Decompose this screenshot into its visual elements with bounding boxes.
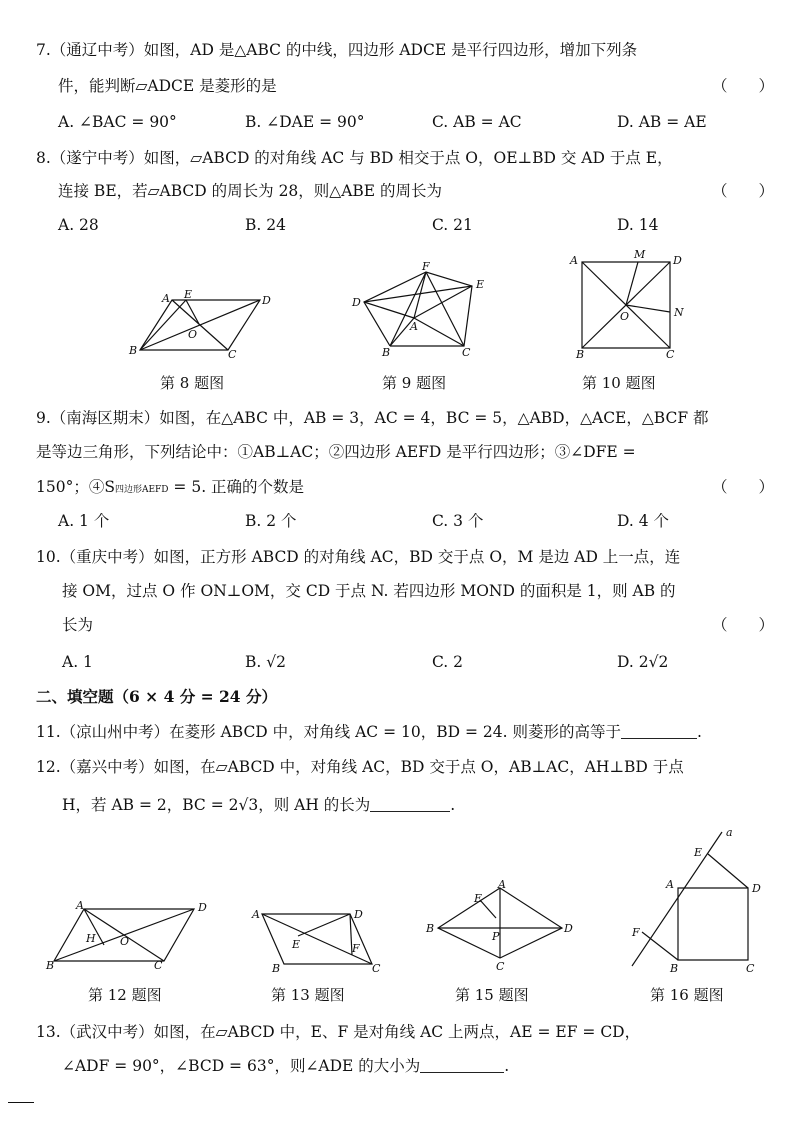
q12-line-1: 12.（嘉兴中考）如图，在▱ABCD 中，对角线 AC，BD 交于点 O，AB⊥AC，AH⊥BD 于点 xyxy=(36,758,684,776)
q9-line-3-sub: 四边形AEFD xyxy=(114,485,169,495)
fig16-label-a: A xyxy=(666,878,674,891)
fig8-label-b: B xyxy=(129,344,138,357)
fig9-label-f: F xyxy=(422,260,430,273)
q10-answer-paren: （ ） xyxy=(712,616,775,634)
q8-line-2: 连接 BE，若▱ABCD 的周长为 28，则△ABE 的周长为 xyxy=(58,182,443,200)
q8-option-c: C. 21 xyxy=(432,216,473,234)
q7-answer-paren: （ ） xyxy=(712,77,775,95)
caption-fig-15: 第 15 题图 xyxy=(455,986,529,1004)
fig13-label-a: A xyxy=(252,908,260,921)
fig15-label-p: P xyxy=(492,930,500,943)
fig16-label-f: F xyxy=(632,926,640,939)
q9-option-b: B. 2 个 xyxy=(245,512,297,530)
fig16-label-e: E xyxy=(694,846,703,859)
fig12-label-d: D xyxy=(198,901,207,914)
q10-line-1: 10.（重庆中考）如图，正方形 ABCD 的对角线 AC，BD 交于点 O，M 是边 AD 上一点，连 xyxy=(36,548,681,566)
q12-line-2-text: H，若 AB = 2，BC = 2√3，则 AH 的长为 xyxy=(62,796,371,814)
figure-9 xyxy=(350,262,500,362)
fig8-label-a: A xyxy=(162,292,170,305)
fig16-label-d: D xyxy=(752,882,761,895)
fig16-label-c: C xyxy=(746,962,755,975)
caption-fig-9: 第 9 题图 xyxy=(382,374,447,392)
fig10-label-a: A xyxy=(570,254,578,267)
fig12-label-c: C xyxy=(154,959,163,972)
fig15-label-c: C xyxy=(496,960,505,973)
fig13-label-f: F xyxy=(352,942,360,955)
fig15-label-a: A xyxy=(498,878,506,891)
q10-option-b: B. √2 xyxy=(245,653,286,671)
fig13-label-b: B xyxy=(272,962,281,975)
fig9-label-d: D xyxy=(352,296,361,309)
fig8-label-o: O xyxy=(188,328,198,341)
fig16-label-b: B xyxy=(670,962,679,975)
fig13-label-e: E xyxy=(292,938,301,951)
figure-12 xyxy=(44,895,214,975)
q7-line-2: 件，能判断▱ADCE 是菱形的是 xyxy=(58,77,277,95)
figure-10 xyxy=(568,248,698,360)
fig9-label-b: B xyxy=(382,346,391,359)
q11-line xyxy=(36,722,702,742)
q9-line-3-b: = 5. 正确的个数是 xyxy=(168,478,305,496)
q11-answer-blank[interactable] xyxy=(621,722,697,739)
caption-fig-10: 第 10 题图 xyxy=(582,374,656,392)
fig8-label-d: D xyxy=(262,294,271,307)
q8-option-d: D. 14 xyxy=(617,216,659,234)
q9-answer-paren: （ ） xyxy=(712,478,775,496)
fig9-label-a: A xyxy=(410,320,418,333)
fig15-label-e: E xyxy=(474,892,483,905)
q12-end: . xyxy=(450,796,456,814)
q13-end: . xyxy=(504,1057,510,1075)
fig13-label-d: D xyxy=(354,908,363,921)
q7-option-b: B. ∠DAE = 90° xyxy=(245,113,365,131)
q12-answer-blank[interactable] xyxy=(370,795,450,812)
q7-option-d: D. AB = AE xyxy=(617,113,707,131)
q10-line-3: 长为 xyxy=(62,616,94,634)
fig10-label-n: N xyxy=(674,306,684,319)
q10-option-a: A. 1 xyxy=(62,653,93,671)
q13-answer-blank[interactable] xyxy=(420,1056,504,1073)
q10-line-2: 接 OM，过点 O 作 ON⊥OM，交 CD 于点 N. 若四边形 MOND 的面积是 1，则 AB 的 xyxy=(62,582,676,600)
q8-answer-paren: （ ） xyxy=(712,182,775,200)
fig9-label-c: C xyxy=(462,346,471,359)
q7-option-a: A. ∠BAC = 90° xyxy=(58,113,177,131)
figure-13 xyxy=(248,898,388,976)
section-2-title: 二、填空题（6 × 4 分 = 24 分） xyxy=(36,687,277,706)
fig10-label-c: C xyxy=(666,348,675,361)
fig10-label-m: M xyxy=(634,248,646,261)
fig12-label-a: A xyxy=(76,899,84,912)
fig10-label-d: D xyxy=(673,254,682,267)
q12-line-2 xyxy=(62,795,455,815)
fig13-label-c: C xyxy=(372,962,381,975)
figure-15 xyxy=(420,876,580,976)
q7-option-c: C. AB = AC xyxy=(432,113,522,131)
q10-option-c: C. 2 xyxy=(432,653,464,671)
fig12-label-h: H xyxy=(86,932,96,945)
q8-option-a: A. 28 xyxy=(58,216,99,234)
q9-option-d: D. 4 个 xyxy=(617,512,670,530)
fig9-label-e: E xyxy=(476,278,485,291)
q9-line-1: 9.（南海区期末）如图，在△ABC 中，AB = 3，AC = 4，BC = 5，△ABD，△ACE，△BCF 都 xyxy=(36,409,709,427)
caption-fig-16: 第 16 题图 xyxy=(650,986,724,1004)
caption-fig-12: 第 12 题图 xyxy=(88,986,162,1004)
q11-text: 11.（凉山州中考）在菱形 ABCD 中，对角线 AC = 10，BD = 24. 则菱形的高等于 xyxy=(36,723,621,741)
fig16-label-a-line: a xyxy=(726,826,733,839)
q10-option-d: D. 2√2 xyxy=(617,653,669,671)
q9-line-3-a: 150°；④S xyxy=(36,478,115,496)
fig12-label-o: O xyxy=(120,935,130,948)
q9-option-c: C. 3 个 xyxy=(432,512,484,530)
q7-line-1: 7.（通辽中考）如图，AD 是△ABC 的中线，四边形 ADCE 是平行四边形，增加下列条 xyxy=(36,41,638,59)
q8-option-b: B. 24 xyxy=(245,216,286,234)
q9-line-2: 是等边三角形，下列结论中：①AB⊥AC；②四边形 AEFD 是平行四边形；③∠DFE = xyxy=(36,443,636,461)
q8-line-1: 8.（遂宁中考）如图，▱ABCD 的对角线 AC 与 BD 相交于点 O，OE⊥BD 交 AD 于点 E， xyxy=(36,149,673,167)
q13-line-1: 13.（武汉中考）如图，在▱ABCD 中，E、F 是对角线 AC 上两点，AE = EF = CD， xyxy=(36,1023,641,1041)
fig12-label-b: B xyxy=(46,959,55,972)
q9-line-3 xyxy=(36,477,304,500)
caption-fig-8: 第 8 题图 xyxy=(160,374,225,392)
fig10-label-b: B xyxy=(576,348,585,361)
fig10-label-o: O xyxy=(620,310,630,323)
fig15-label-b: B xyxy=(426,922,435,935)
caption-fig-13: 第 13 题图 xyxy=(271,986,345,1004)
footer-rule xyxy=(8,1102,34,1103)
q11-end: . xyxy=(696,723,702,741)
q13-line-2-text: ∠ADF = 90°，∠BCD = 63°，则∠ADE 的大小为 xyxy=(62,1057,421,1075)
fig15-label-d: D xyxy=(564,922,573,935)
q13-line-2 xyxy=(62,1056,509,1076)
figure-16 xyxy=(622,826,768,976)
figure-8 xyxy=(120,288,290,366)
fig8-label-e: E xyxy=(184,288,193,301)
fig8-label-c: C xyxy=(228,348,237,361)
q9-option-a: A. 1 个 xyxy=(58,512,110,530)
